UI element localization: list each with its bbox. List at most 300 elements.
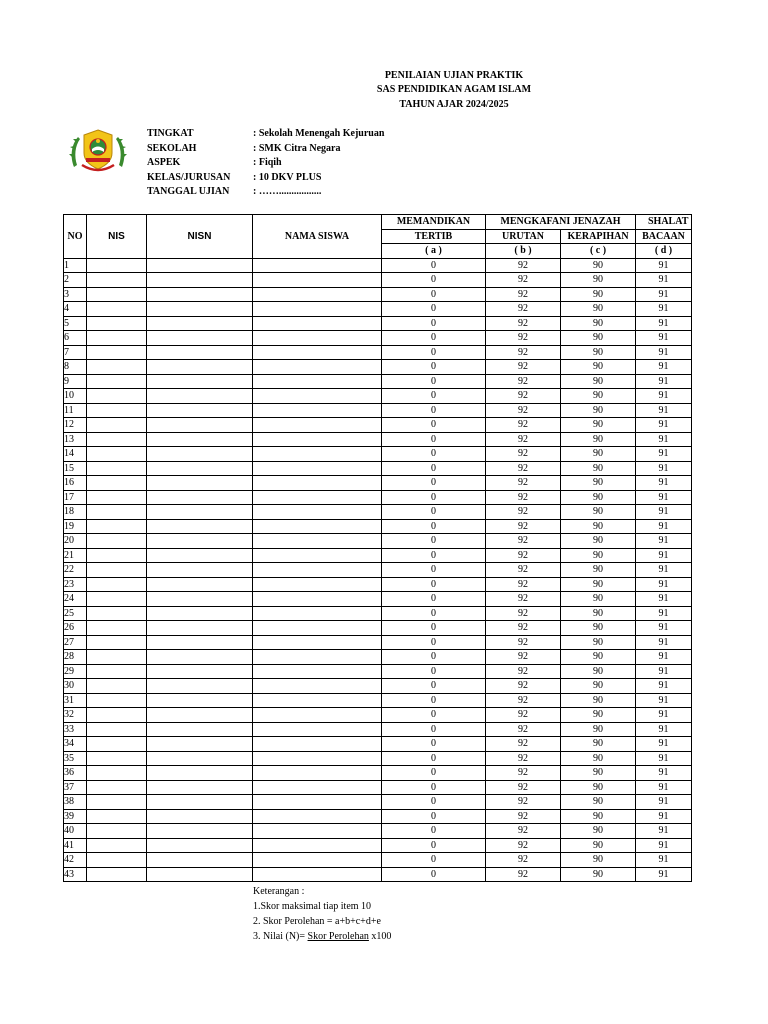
header-nama-siswa: NAMA SISWA <box>253 215 382 259</box>
score-a-cell: 0 <box>382 418 486 433</box>
score-d-cell: 91 <box>636 664 692 679</box>
score-a-cell: 0 <box>382 258 486 273</box>
score-d-cell: 91 <box>636 345 692 360</box>
score-b-cell: 92 <box>486 722 561 737</box>
note-item-3-prefix: 3. Nilai (N)= <box>253 931 308 942</box>
table-row <box>64 867 692 882</box>
table-row <box>64 664 692 679</box>
info-label: SEKOLAH <box>147 142 197 154</box>
nis-cell <box>87 476 147 491</box>
table-row <box>64 592 692 607</box>
nisn-cell <box>147 795 253 810</box>
score-b-cell: 92 <box>486 374 561 389</box>
row-number: 36 <box>64 766 87 781</box>
nisn-cell <box>147 679 253 694</box>
score-d-cell: 91 <box>636 766 692 781</box>
nama-siswa-cell <box>253 577 382 592</box>
score-d-cell: 91 <box>636 258 692 273</box>
score-c-cell: 90 <box>561 273 636 288</box>
header-bacaan: BACAAN <box>636 229 692 244</box>
row-number: 11 <box>64 403 87 418</box>
nisn-cell <box>147 258 253 273</box>
score-c-cell: 90 <box>561 867 636 882</box>
score-b-cell: 92 <box>486 389 561 404</box>
score-a-cell: 0 <box>382 635 486 650</box>
info-label: KELAS/JURUSAN <box>147 171 231 183</box>
nisn-cell <box>147 867 253 882</box>
nis-cell <box>87 432 147 447</box>
nis-cell <box>87 287 147 302</box>
header-group-memandikan: MEMANDIKAN <box>382 215 486 230</box>
nis-cell <box>87 708 147 723</box>
nis-cell <box>87 331 147 346</box>
score-c-cell: 90 <box>561 722 636 737</box>
row-number: 3 <box>64 287 87 302</box>
info-value: : Fiqih <box>253 157 282 168</box>
nis-cell <box>87 679 147 694</box>
nisn-cell <box>147 766 253 781</box>
score-b-cell: 92 <box>486 447 561 462</box>
nisn-cell <box>147 548 253 563</box>
nama-siswa-cell <box>253 258 382 273</box>
nis-cell <box>87 389 147 404</box>
score-a-cell: 0 <box>382 403 486 418</box>
score-d-cell: 91 <box>636 432 692 447</box>
score-c-cell: 90 <box>561 838 636 853</box>
notes-title: Keterangan : <box>253 886 305 897</box>
nama-siswa-cell <box>253 389 382 404</box>
note-item-1: 1.Skor maksimal tiap item 10 <box>253 901 372 912</box>
nis-cell <box>87 345 147 360</box>
score-d-cell: 91 <box>636 809 692 824</box>
score-a-cell: 0 <box>382 476 486 491</box>
score-a-cell: 0 <box>382 534 486 549</box>
score-c-cell: 90 <box>561 302 636 317</box>
nisn-cell <box>147 708 253 723</box>
row-number: 20 <box>64 534 87 549</box>
nis-cell <box>87 374 147 389</box>
nama-siswa-cell <box>253 461 382 476</box>
row-number: 13 <box>64 432 87 447</box>
nama-siswa-cell <box>253 403 382 418</box>
row-number: 25 <box>64 606 87 621</box>
nama-siswa-cell <box>253 867 382 882</box>
nis-cell <box>87 563 147 578</box>
nama-siswa-cell <box>253 853 382 868</box>
score-a-cell: 0 <box>382 693 486 708</box>
nama-siswa-cell <box>253 708 382 723</box>
table-row <box>64 708 692 723</box>
header-code-a: ( a ) <box>382 244 486 259</box>
nisn-cell <box>147 737 253 752</box>
nisn-cell <box>147 490 253 505</box>
score-a-cell: 0 <box>382 809 486 824</box>
score-c-cell: 90 <box>561 548 636 563</box>
row-number: 26 <box>64 621 87 636</box>
table-row <box>64 418 692 433</box>
score-a-cell: 0 <box>382 867 486 882</box>
row-number: 34 <box>64 737 87 752</box>
score-c-cell: 90 <box>561 287 636 302</box>
nisn-cell <box>147 345 253 360</box>
nis-cell <box>87 824 147 839</box>
nisn-cell <box>147 650 253 665</box>
nama-siswa-cell <box>253 345 382 360</box>
row-number: 21 <box>64 548 87 563</box>
table-row <box>64 577 692 592</box>
nama-siswa-cell <box>253 751 382 766</box>
nisn-cell <box>147 302 253 317</box>
row-number: 10 <box>64 389 87 404</box>
nama-siswa-cell <box>253 679 382 694</box>
score-a-cell: 0 <box>382 563 486 578</box>
nisn-cell <box>147 389 253 404</box>
score-d-cell: 91 <box>636 737 692 752</box>
row-number: 17 <box>64 490 87 505</box>
nisn-cell <box>147 316 253 331</box>
score-d-cell: 91 <box>636 476 692 491</box>
table-row <box>64 447 692 462</box>
score-b-cell: 92 <box>486 287 561 302</box>
nis-cell <box>87 302 147 317</box>
score-b-cell: 92 <box>486 635 561 650</box>
score-d-cell: 91 <box>636 722 692 737</box>
nisn-cell <box>147 374 253 389</box>
table-row <box>64 534 692 549</box>
score-a-cell: 0 <box>382 795 486 810</box>
notes-block <box>253 884 391 944</box>
nama-siswa-cell <box>253 505 382 520</box>
score-d-cell: 91 <box>636 838 692 853</box>
nis-cell <box>87 664 147 679</box>
nama-siswa-cell <box>253 273 382 288</box>
score-b-cell: 92 <box>486 461 561 476</box>
row-number: 24 <box>64 592 87 607</box>
note-item-3-suffix: x100 <box>368 931 392 942</box>
nama-siswa-cell <box>253 331 382 346</box>
score-d-cell: 91 <box>636 650 692 665</box>
score-c-cell: 90 <box>561 795 636 810</box>
score-a-cell: 0 <box>382 679 486 694</box>
nama-siswa-cell <box>253 606 382 621</box>
nama-siswa-cell <box>253 490 382 505</box>
nama-siswa-cell <box>253 447 382 462</box>
info-label: TINGKAT <box>147 128 194 139</box>
nis-cell <box>87 853 147 868</box>
score-d-cell: 91 <box>636 592 692 607</box>
school-emblem-logo <box>68 127 128 175</box>
row-number: 18 <box>64 505 87 520</box>
nama-siswa-cell <box>253 635 382 650</box>
table-row <box>64 635 692 650</box>
row-number: 42 <box>64 853 87 868</box>
table-row <box>64 606 692 621</box>
academic-year: TAHUN AJAR 2024/2025 <box>399 99 509 110</box>
table-row <box>64 751 692 766</box>
score-a-cell: 0 <box>382 592 486 607</box>
score-b-cell: 92 <box>486 780 561 795</box>
score-c-cell: 90 <box>561 476 636 491</box>
score-b-cell: 92 <box>486 621 561 636</box>
score-c-cell: 90 <box>561 403 636 418</box>
header-code-b: ( b ) <box>486 244 561 259</box>
row-number: 2 <box>64 273 87 288</box>
row-number: 15 <box>64 461 87 476</box>
nis-cell <box>87 650 147 665</box>
nisn-cell <box>147 853 253 868</box>
score-c-cell: 90 <box>561 577 636 592</box>
document-subtitle: SAS PENDIDIKAN AGAM ISLAM <box>376 84 532 95</box>
table-row <box>64 693 692 708</box>
header-group-mengkafani: MENGKAFANI JENAZAH <box>486 215 636 230</box>
score-b-cell: 92 <box>486 708 561 723</box>
nis-cell <box>87 780 147 795</box>
table-row <box>64 621 692 636</box>
table-row <box>64 287 692 302</box>
score-c-cell: 90 <box>561 780 636 795</box>
nis-cell <box>87 838 147 853</box>
nisn-cell <box>147 563 253 578</box>
score-b-cell: 92 <box>486 360 561 375</box>
nisn-cell <box>147 621 253 636</box>
score-d-cell: 91 <box>636 708 692 723</box>
table-row <box>64 302 692 317</box>
score-b-cell: 92 <box>486 432 561 447</box>
nisn-cell <box>147 751 253 766</box>
table-row <box>64 838 692 853</box>
score-b-cell: 92 <box>486 838 561 853</box>
score-a-cell: 0 <box>382 664 486 679</box>
nis-cell <box>87 519 147 534</box>
nama-siswa-cell <box>253 824 382 839</box>
nama-siswa-cell <box>253 693 382 708</box>
score-c-cell: 90 <box>561 809 636 824</box>
score-d-cell: 91 <box>636 374 692 389</box>
score-b-cell: 92 <box>486 302 561 317</box>
nis-cell <box>87 490 147 505</box>
score-a-cell: 0 <box>382 606 486 621</box>
header-no: NO <box>64 215 87 259</box>
score-a-cell: 0 <box>382 621 486 636</box>
score-d-cell: 91 <box>636 780 692 795</box>
row-number: 5 <box>64 316 87 331</box>
score-a-cell: 0 <box>382 824 486 839</box>
score-table <box>63 214 692 882</box>
nis-cell <box>87 534 147 549</box>
score-c-cell: 90 <box>561 360 636 375</box>
score-b-cell: 92 <box>486 490 561 505</box>
header-group-shalat: SHALAT <box>636 215 692 230</box>
row-number: 30 <box>64 679 87 694</box>
score-d-cell: 91 <box>636 331 692 346</box>
score-d-cell: 91 <box>636 389 692 404</box>
header-code-c: ( c ) <box>561 244 636 259</box>
nis-cell <box>87 403 147 418</box>
score-a-cell: 0 <box>382 273 486 288</box>
nis-cell <box>87 737 147 752</box>
row-number: 12 <box>64 418 87 433</box>
score-d-cell: 91 <box>636 824 692 839</box>
score-c-cell: 90 <box>561 490 636 505</box>
nisn-cell <box>147 635 253 650</box>
nisn-cell <box>147 534 253 549</box>
score-d-cell: 91 <box>636 548 692 563</box>
score-a-cell: 0 <box>382 577 486 592</box>
score-c-cell: 90 <box>561 345 636 360</box>
score-b-cell: 92 <box>486 418 561 433</box>
score-b-cell: 92 <box>486 534 561 549</box>
score-d-cell: 91 <box>636 867 692 882</box>
table-row <box>64 853 692 868</box>
nama-siswa-cell <box>253 664 382 679</box>
score-c-cell: 90 <box>561 751 636 766</box>
nama-siswa-cell <box>253 432 382 447</box>
nama-siswa-cell <box>253 548 382 563</box>
score-b-cell: 92 <box>486 664 561 679</box>
score-b-cell: 92 <box>486 809 561 824</box>
score-a-cell: 0 <box>382 780 486 795</box>
nama-siswa-cell <box>253 621 382 636</box>
nis-cell <box>87 592 147 607</box>
score-c-cell: 90 <box>561 505 636 520</box>
score-d-cell: 91 <box>636 447 692 462</box>
score-d-cell: 91 <box>636 635 692 650</box>
note-item-3-underlined: Skor Perolehan <box>307 931 369 942</box>
score-a-cell: 0 <box>382 302 486 317</box>
score-b-cell: 92 <box>486 751 561 766</box>
nisn-cell <box>147 461 253 476</box>
table-row <box>64 273 692 288</box>
nis-cell <box>87 635 147 650</box>
score-a-cell: 0 <box>382 432 486 447</box>
table-row <box>64 809 692 824</box>
table-row <box>64 548 692 563</box>
score-b-cell: 92 <box>486 548 561 563</box>
nama-siswa-cell <box>253 592 382 607</box>
score-c-cell: 90 <box>561 519 636 534</box>
nama-siswa-cell <box>253 722 382 737</box>
score-a-cell: 0 <box>382 766 486 781</box>
score-a-cell: 0 <box>382 519 486 534</box>
nis-cell <box>87 447 147 462</box>
score-b-cell: 92 <box>486 693 561 708</box>
table-row <box>64 403 692 418</box>
table-row <box>64 563 692 578</box>
score-b-cell: 92 <box>486 273 561 288</box>
nisn-cell <box>147 664 253 679</box>
score-b-cell: 92 <box>486 737 561 752</box>
table-row <box>64 679 692 694</box>
nisn-cell <box>147 722 253 737</box>
score-d-cell: 91 <box>636 751 692 766</box>
score-a-cell: 0 <box>382 722 486 737</box>
score-b-cell: 92 <box>486 824 561 839</box>
score-d-cell: 91 <box>636 679 692 694</box>
score-c-cell: 90 <box>561 389 636 404</box>
score-d-cell: 91 <box>636 505 692 520</box>
score-b-cell: 92 <box>486 766 561 781</box>
header-nis: NIS <box>87 215 147 259</box>
nis-cell <box>87 751 147 766</box>
score-d-cell: 91 <box>636 360 692 375</box>
nama-siswa-cell <box>253 795 382 810</box>
nisn-cell <box>147 418 253 433</box>
nama-siswa-cell <box>253 838 382 853</box>
nisn-cell <box>147 273 253 288</box>
score-c-cell: 90 <box>561 418 636 433</box>
row-number: 16 <box>64 476 87 491</box>
score-b-cell: 92 <box>486 331 561 346</box>
nisn-cell <box>147 331 253 346</box>
nama-siswa-cell <box>253 766 382 781</box>
nisn-cell <box>147 592 253 607</box>
score-c-cell: 90 <box>561 563 636 578</box>
table-row <box>64 519 692 534</box>
row-number: 7 <box>64 345 87 360</box>
score-a-cell: 0 <box>382 331 486 346</box>
score-c-cell: 90 <box>561 447 636 462</box>
nama-siswa-cell <box>253 809 382 824</box>
nis-cell <box>87 360 147 375</box>
nisn-cell <box>147 287 253 302</box>
row-number: 43 <box>64 867 87 882</box>
nama-siswa-cell <box>253 519 382 534</box>
nama-siswa-cell <box>253 476 382 491</box>
score-a-cell: 0 <box>382 447 486 462</box>
score-d-cell: 91 <box>636 534 692 549</box>
score-a-cell: 0 <box>382 708 486 723</box>
score-c-cell: 90 <box>561 461 636 476</box>
nis-cell <box>87 766 147 781</box>
row-number: 6 <box>64 331 87 346</box>
row-number: 27 <box>64 635 87 650</box>
score-a-cell: 0 <box>382 360 486 375</box>
row-number: 14 <box>64 447 87 462</box>
nama-siswa-cell <box>253 287 382 302</box>
score-a-cell: 0 <box>382 505 486 520</box>
score-a-cell: 0 <box>382 853 486 868</box>
table-row <box>64 490 692 505</box>
score-c-cell: 90 <box>561 374 636 389</box>
table-row <box>64 258 692 273</box>
nis-cell <box>87 606 147 621</box>
score-c-cell: 90 <box>561 650 636 665</box>
score-d-cell: 91 <box>636 563 692 578</box>
row-number: 4 <box>64 302 87 317</box>
nisn-cell <box>147 447 253 462</box>
score-b-cell: 92 <box>486 795 561 810</box>
row-number: 23 <box>64 577 87 592</box>
nis-cell <box>87 258 147 273</box>
table-row <box>64 505 692 520</box>
table-row <box>64 360 692 375</box>
score-b-cell: 92 <box>486 258 561 273</box>
row-number: 33 <box>64 722 87 737</box>
score-c-cell: 90 <box>561 316 636 331</box>
table-row <box>64 374 692 389</box>
row-number: 31 <box>64 693 87 708</box>
score-d-cell: 91 <box>636 519 692 534</box>
row-number: 38 <box>64 795 87 810</box>
nisn-cell <box>147 780 253 795</box>
score-a-cell: 0 <box>382 490 486 505</box>
score-d-cell: 91 <box>636 795 692 810</box>
score-c-cell: 90 <box>561 258 636 273</box>
nis-cell <box>87 505 147 520</box>
row-number: 1 <box>64 258 87 273</box>
score-b-cell: 92 <box>486 679 561 694</box>
table-row <box>64 824 692 839</box>
